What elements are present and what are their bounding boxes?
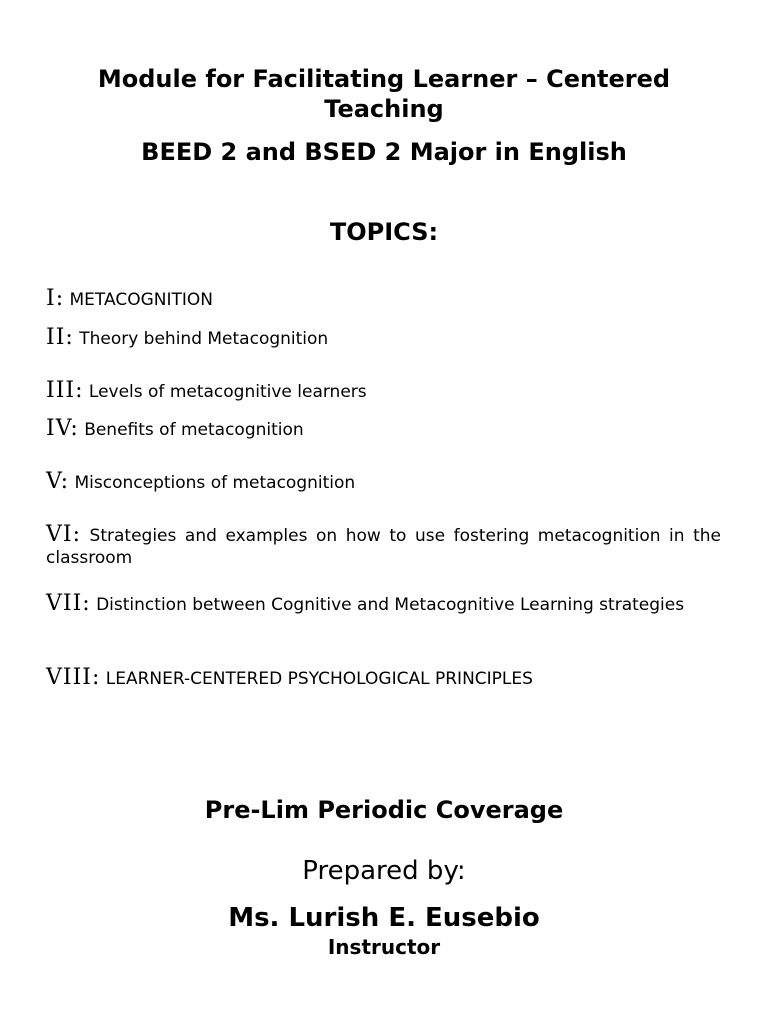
topic-item: [46, 380, 721, 403]
topic-item: [46, 524, 721, 569]
topic-number: II:: [46, 325, 74, 350]
topic-text: Strategies and examples on how to use fostering metacognition in the classroom: [46, 526, 721, 568]
topic-number: VII:: [46, 591, 91, 616]
topic-text: Misconceptions of metacognition: [74, 473, 356, 493]
topic-number: IV:: [46, 416, 79, 441]
topic-text: Benefits of metacognition: [84, 420, 304, 440]
title-line-2: Teaching: [324, 95, 444, 123]
document-subtitle: BEED 2 and BSED 2 Major in English: [141, 138, 627, 166]
topic-text: Distinction between Cognitive and Metacognitive Learning strategies: [96, 595, 685, 615]
author-name: Ms. Lurish E. Eusebio: [228, 903, 540, 933]
topic-number: V:: [46, 469, 70, 494]
title-line-1: Module for Facilitating Learner – Centered: [97, 65, 671, 93]
topics-heading: TOPICS:: [329, 218, 439, 246]
topic-item: [46, 418, 721, 441]
topic-item: [46, 471, 721, 494]
topic-number: VI:: [46, 522, 81, 547]
topic-text: Levels of metacognitive learners: [88, 382, 367, 402]
topic-text: Theory behind Metacognition: [79, 329, 329, 349]
topic-number: I:: [46, 286, 65, 311]
topic-text: LEARNER-CENTERED PSYCHOLOGICAL PRINCIPLES: [105, 669, 533, 689]
topic-number: VIII:: [46, 665, 101, 690]
topic-item: [46, 593, 721, 616]
periodic-coverage: Pre-Lim Periodic Coverage: [204, 796, 564, 824]
topic-text: METACOGNITION: [69, 290, 213, 310]
topic-number: III:: [46, 378, 84, 403]
topic-item: [46, 327, 721, 350]
topic-item: [46, 288, 721, 311]
author-role: Instructor: [327, 935, 441, 959]
prepared-by-label: Prepared by:: [302, 856, 466, 886]
document-title: [40, 64, 728, 124]
topic-item: [46, 667, 721, 690]
